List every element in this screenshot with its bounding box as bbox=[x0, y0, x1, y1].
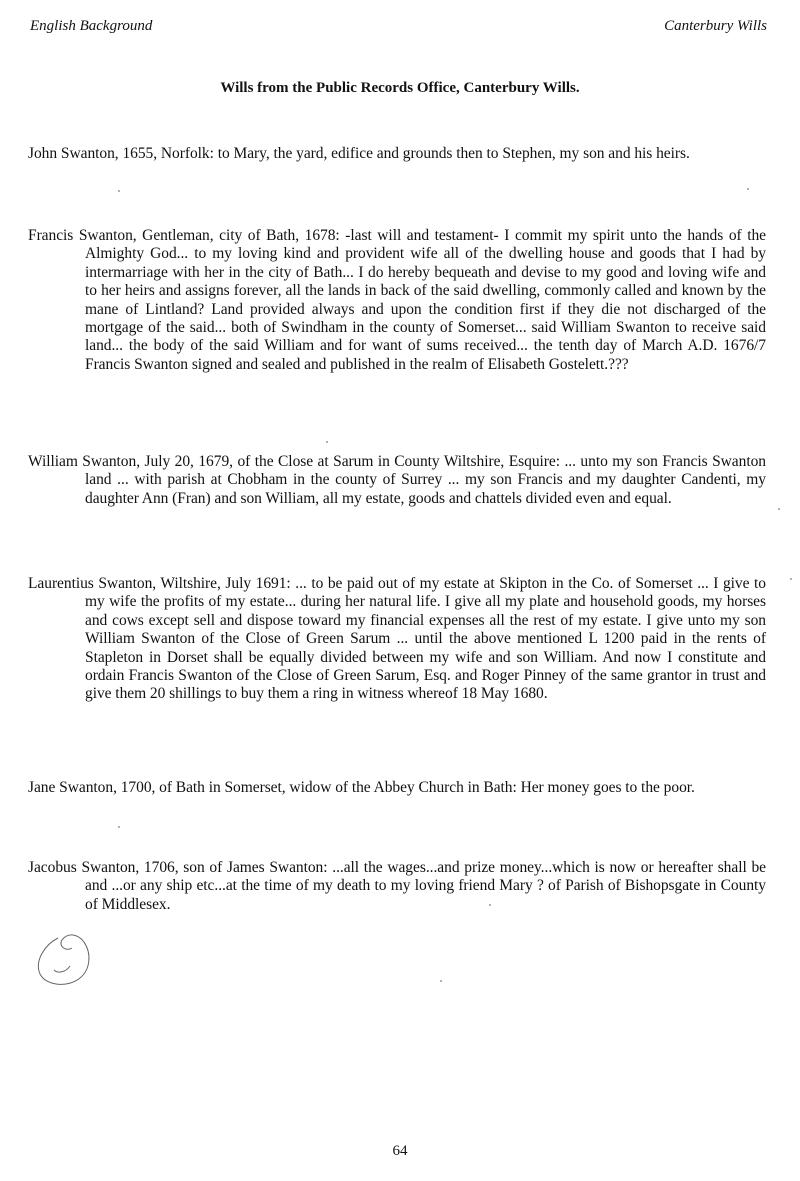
scan-speck bbox=[440, 980, 442, 982]
header-left: English Background bbox=[30, 18, 153, 34]
scribble-mark bbox=[28, 926, 108, 996]
will-entry-william bbox=[28, 453, 766, 508]
header-right: Canterbury Wills bbox=[664, 18, 767, 34]
scan-speck bbox=[118, 826, 120, 828]
running-header bbox=[30, 18, 767, 35]
will-entry-john bbox=[28, 145, 766, 163]
page-number: 64 bbox=[392, 1143, 408, 1159]
will-entry-text: William Swanton, July 20, 1679, of the Close at Sarum in County Wiltshire, Esquire: ... unto my son Francis Swanton land ... with parish at Chobham in the county of Surrey ... my son Francis and my daughter Candenti, my daughter Ann (Fran) and son William, all my estate, goods and chattels divided even and equal. bbox=[28, 453, 766, 507]
scan-speck bbox=[747, 188, 749, 190]
will-entry-jane bbox=[28, 779, 766, 797]
will-entry-jacobus bbox=[28, 859, 766, 914]
will-entry-laurentius bbox=[28, 575, 766, 704]
scan-speck bbox=[790, 578, 792, 580]
will-entry-text: John Swanton, 1655, Norfolk: to Mary, the yard, edifice and grounds then to Stephen, my son and his heirs. bbox=[28, 145, 690, 162]
page-title: Wills from the Public Records Office, Canterbury Wills. bbox=[220, 80, 580, 96]
will-entry-text: Laurentius Swanton, Wiltshire, July 1691: ... to be paid out of my estate at Skipton in the Co. of Somerset ... I give to my wife the profits of my estate... during her natural life. I give all my plate and household goods, my horses and cows except sell and dispose toward my financial expenses all the rest of my estate. I give unto my son William Swanton of the Close of Green Sarum ... until the above mentioned L 1200 paid in the rents of Stapleton in Dorset shall be equally divided between my wife and son William. And now I constitute and ordain Francis Swanton of the Close of Green Sarum, Esq. and Roger Pinney of the same grantor in trust and give them 20 shillings to buy them a ring in witness whereof 18 May 1680. bbox=[28, 575, 766, 703]
will-entry-text: Jacobus Swanton, 1706, son of James Swanton: ...all the wages...and prize money...which is now or hereafter shall be and ...or any ship etc...at the time of my death to my loving friend Mary ? of Parish of Bishopsgate in County of Middlesex. bbox=[28, 859, 766, 913]
will-entry-text: Francis Swanton, Gentleman, city of Bath, 1678: -last will and testament- I commit my spirit unto the hands of the Almighty God... to my loving kind and provident wife all of the dwelling house and goods that I had by intermarriage with her in the city of Bath... I do hereby bequeath and devise to my good and loving wife and to her heirs and assigns forever, all the lands in back of the said dwelling, commonly called and known by the mane of Lintland? Land provided always and upon the condition first if they die not discharged of the mortgage of the said... both of Swindham in the county of Somerset... said William Swanton to receive said land... the body of the said William and for want of sums received... the tenth day of March A.D. 1676/7 Francis Swanton signed and sealed and published in the realm of Elisabeth Gostelett.??? bbox=[28, 227, 766, 373]
scan-speck bbox=[778, 508, 780, 510]
will-entry-francis bbox=[28, 227, 766, 374]
scan-speck bbox=[118, 190, 120, 192]
scan-speck bbox=[489, 904, 491, 906]
will-entry-text: Jane Swanton, 1700, of Bath in Somerset, widow of the Abbey Church in Bath: Her money goes to the poor. bbox=[28, 779, 695, 796]
scan-speck bbox=[326, 441, 328, 443]
